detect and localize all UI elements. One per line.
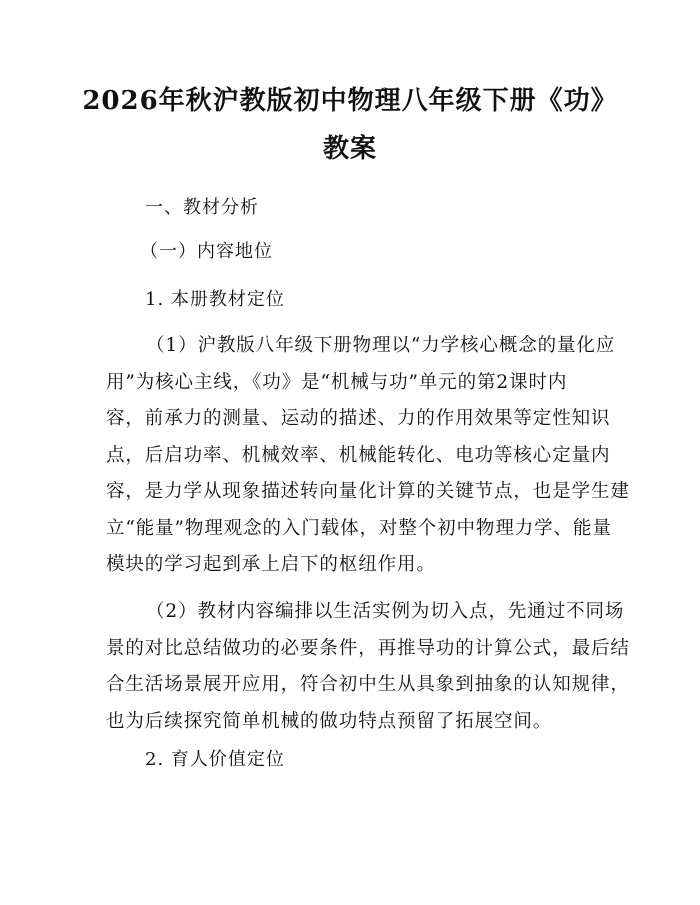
paragraph-1-line: 点，后启功率、机械效率、机械能转化、电功等核心定量内: [106, 444, 611, 466]
paragraph-1-line: 立“能量”物理观念的入门载体，对整个初中物理力学、能量: [106, 517, 612, 539]
document-title-line1: 2026年秋沪教版初中物理八年级下册《功》: [82, 86, 618, 116]
paragraph-1-line: 容，是力学从现象描述转向量化计算的关键节点，也是学生建: [106, 481, 630, 502]
paragraph-1-line: 容，前承力的测量、运动的描述、力的作用效果等定性知识: [106, 408, 611, 429]
item-heading-1: 1. 本册教材定位: [145, 289, 285, 310]
paragraph-2-line: 也为后续探究简单机械的做功特点预留了拓展空间。: [106, 710, 553, 732]
paragraph-1-line: （1）沪教版八年级下册物理以“力学核心概念的量化应: [146, 335, 616, 356]
paragraph-2-line: 合生活场景展开应用，符合初中生从具象到抽象的认知规律，: [106, 674, 630, 695]
paragraph-1: [106, 328, 630, 584]
paragraph-1-line: 模块的学习起到承上启下的枢纽作用。: [106, 554, 436, 575]
document-title-line2: 教案: [322, 134, 377, 164]
paragraph-1-line: 用”为核心主线，《功》是“机械与功”单元的第2课时内: [106, 371, 568, 393]
paragraph-2-line: （2）教材内容编排以生活实例为切入点，先通过不同场: [146, 601, 625, 622]
paragraph-2-line: 景的对比总结做功的必要条件，再推导功的计算公式，最后结: [106, 637, 630, 659]
section-heading: 一、教材分析: [145, 197, 259, 218]
subsection-heading: （一）内容地位: [140, 241, 273, 262]
item-heading-2: 2. 育人价值定位: [145, 749, 285, 770]
paragraph-2: [106, 594, 630, 740]
